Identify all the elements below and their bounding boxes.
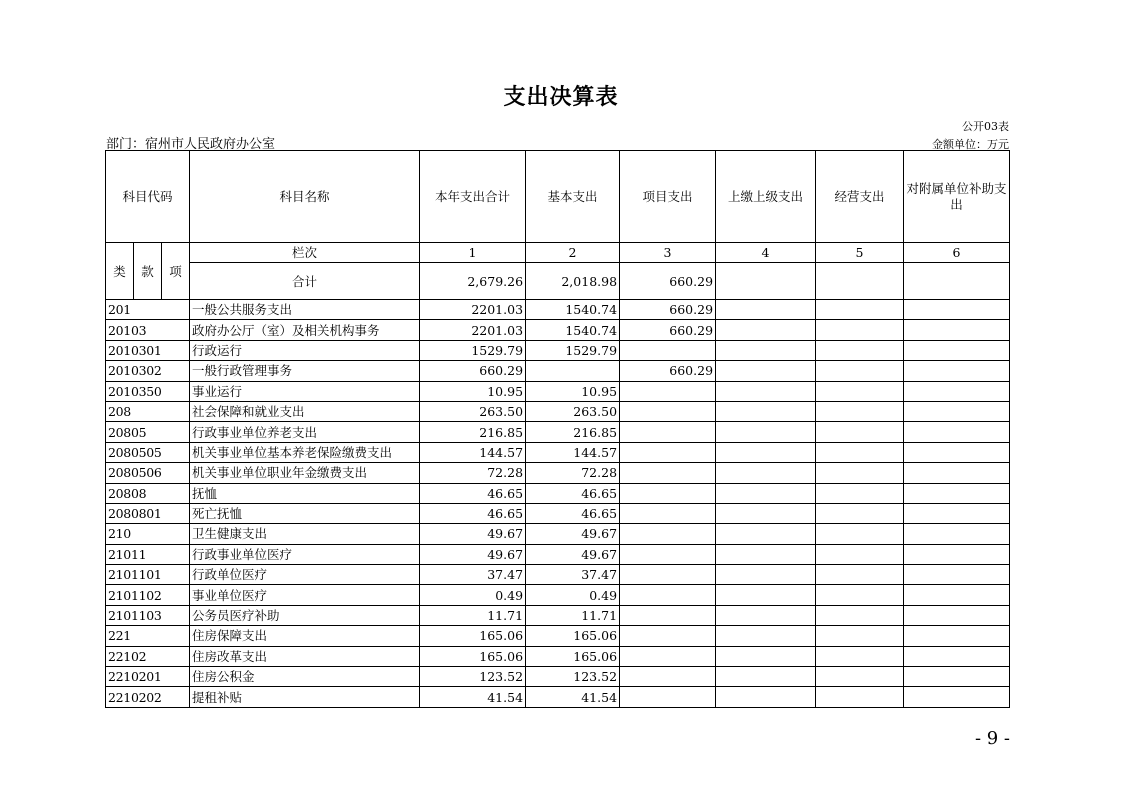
header-project: 项目支出: [620, 151, 716, 243]
row-total: 165.06: [420, 646, 526, 666]
column-index-2: 2: [526, 243, 620, 263]
row-code: 21011: [106, 544, 190, 564]
row-code: 2010302: [106, 361, 190, 381]
row-basic: 165.06: [526, 626, 620, 646]
row-project: [620, 503, 716, 523]
row-code: 2010301: [106, 340, 190, 360]
column-index-1: 1: [420, 243, 526, 263]
row-business: [816, 565, 904, 585]
row-name: 社会保障和就业支出: [190, 401, 420, 421]
table-row: [106, 381, 1010, 401]
row-name: 抚恤: [190, 483, 420, 503]
row-name: 事业运行: [190, 381, 420, 401]
header-basic: 基本支出: [526, 151, 620, 243]
row-total: 41.54: [420, 687, 526, 707]
row-subsidy: [904, 503, 1010, 523]
row-upper: [716, 667, 816, 687]
table-row: [106, 605, 1010, 625]
row-code: 2080801: [106, 503, 190, 523]
row-business: [816, 340, 904, 360]
row-project: [620, 687, 716, 707]
sum-upper: [716, 263, 816, 300]
row-total: 2201.03: [420, 300, 526, 320]
row-project: [620, 646, 716, 666]
row-basic: 10.95: [526, 381, 620, 401]
row-basic: 0.49: [526, 585, 620, 605]
table-row: [106, 422, 1010, 442]
row-total: 49.67: [420, 524, 526, 544]
row-code: 2080506: [106, 463, 190, 483]
row-project: [620, 565, 716, 585]
row-total: 11.71: [420, 605, 526, 625]
sum-business: [816, 263, 904, 300]
row-business: [816, 585, 904, 605]
row-business: [816, 300, 904, 320]
row-business: [816, 483, 904, 503]
row-project: [620, 605, 716, 625]
table-row: [106, 626, 1010, 646]
table-row: [106, 340, 1010, 360]
header-upper: 上缴上级支出: [716, 151, 816, 243]
page-title: 支出决算表: [503, 85, 619, 110]
table-row: [106, 667, 1010, 687]
row-total: 144.57: [420, 442, 526, 462]
header-row: [106, 151, 1010, 243]
row-total: 46.65: [420, 503, 526, 523]
row-subsidy: [904, 381, 1010, 401]
row-code: 2101103: [106, 605, 190, 625]
row-business: [816, 361, 904, 381]
row-name: 机关事业单位基本养老保险缴费支出: [190, 442, 420, 462]
row-subsidy: [904, 340, 1010, 360]
row-subsidy: [904, 442, 1010, 462]
sum-total: 2,679.26: [420, 263, 526, 300]
row-project: [620, 340, 716, 360]
table-row: [106, 524, 1010, 544]
row-total: 0.49: [420, 585, 526, 605]
row-subsidy: [904, 401, 1010, 421]
row-project: [620, 524, 716, 544]
row-total: 1529.79: [420, 340, 526, 360]
row-code: 2010350: [106, 381, 190, 401]
row-upper: [716, 524, 816, 544]
row-upper: [716, 626, 816, 646]
row-code: 2210201: [106, 667, 190, 687]
row-business: [816, 401, 904, 421]
sum-project: 660.29: [620, 263, 716, 300]
row-business: [816, 646, 904, 666]
row-project: [620, 544, 716, 564]
header-kuan: 款: [134, 243, 162, 300]
row-code: 2210202: [106, 687, 190, 707]
row-upper: [716, 605, 816, 625]
row-total: 37.47: [420, 565, 526, 585]
row-name: 住房公积金: [190, 667, 420, 687]
sum-basic: 2,018.98: [526, 263, 620, 300]
row-subsidy: [904, 422, 1010, 442]
row-basic: 216.85: [526, 422, 620, 442]
row-name: 死亡抚恤: [190, 503, 420, 523]
table-row: [106, 503, 1010, 523]
column-index-5: 5: [816, 243, 904, 263]
header-lanci: 栏次: [190, 243, 420, 263]
row-name: 住房保障支出: [190, 626, 420, 646]
row-basic: 46.65: [526, 483, 620, 503]
row-business: [816, 544, 904, 564]
row-basic: 263.50: [526, 401, 620, 421]
table-row: [106, 687, 1010, 707]
row-upper: [716, 483, 816, 503]
row-name: 一般公共服务支出: [190, 300, 420, 320]
row-project: 660.29: [620, 320, 716, 340]
row-basic: 11.71: [526, 605, 620, 625]
row-code: 210: [106, 524, 190, 544]
table-row: [106, 320, 1010, 340]
row-business: [816, 687, 904, 707]
row-total: 660.29: [420, 361, 526, 381]
row-subsidy: [904, 585, 1010, 605]
row-business: [816, 320, 904, 340]
row-basic: 49.67: [526, 524, 620, 544]
row-code: 221: [106, 626, 190, 646]
row-project: [620, 585, 716, 605]
header-xiang: 项: [162, 243, 190, 300]
row-code: 2101102: [106, 585, 190, 605]
row-subsidy: [904, 646, 1010, 666]
row-subsidy: [904, 605, 1010, 625]
row-basic: 123.52: [526, 667, 620, 687]
row-subsidy: [904, 565, 1010, 585]
table-row: [106, 442, 1010, 462]
row-upper: [716, 687, 816, 707]
row-subsidy: [904, 463, 1010, 483]
column-index-4: 4: [716, 243, 816, 263]
row-basic: 144.57: [526, 442, 620, 462]
table-row: [106, 544, 1010, 564]
row-total: 263.50: [420, 401, 526, 421]
row-name: 行政单位医疗: [190, 565, 420, 585]
sum-subsidy: [904, 263, 1010, 300]
row-name: 行政事业单位养老支出: [190, 422, 420, 442]
table-row: [106, 585, 1010, 605]
row-basic: 37.47: [526, 565, 620, 585]
table-row: [106, 300, 1010, 320]
row-subsidy: [904, 667, 1010, 687]
row-project: [620, 483, 716, 503]
row-upper: [716, 544, 816, 564]
row-upper: [716, 340, 816, 360]
sum-label: 合计: [190, 263, 420, 300]
row-total: 123.52: [420, 667, 526, 687]
row-project: [620, 626, 716, 646]
row-basic: 41.54: [526, 687, 620, 707]
row-code: 2080505: [106, 442, 190, 462]
expenditure-table: [105, 150, 1010, 708]
row-subsidy: [904, 687, 1010, 707]
row-code: 22102: [106, 646, 190, 666]
row-name: 提租补贴: [190, 687, 420, 707]
row-business: [816, 381, 904, 401]
row-subsidy: [904, 483, 1010, 503]
row-name: 行政事业单位医疗: [190, 544, 420, 564]
row-basic: 1529.79: [526, 340, 620, 360]
row-code: 2101101: [106, 565, 190, 585]
row-basic: 1540.74: [526, 320, 620, 340]
row-business: [816, 442, 904, 462]
row-total: 216.85: [420, 422, 526, 442]
row-subsidy: [904, 300, 1010, 320]
row-total: 10.95: [420, 381, 526, 401]
page-number: - 9 -: [974, 728, 1010, 749]
row-project: 660.29: [620, 361, 716, 381]
table-row: [106, 463, 1010, 483]
department-label: 部门：宿州市人民政府办公室: [106, 137, 276, 152]
row-business: [816, 667, 904, 687]
row-upper: [716, 442, 816, 462]
row-name: 住房改革支出: [190, 646, 420, 666]
header-subsidy: 对附属单位补助支出: [904, 151, 1010, 243]
header-name: 科目名称: [190, 151, 420, 243]
header-lei: 类: [106, 243, 134, 300]
row-name: 卫生健康支出: [190, 524, 420, 544]
header-code: 科目代码: [106, 151, 190, 243]
row-upper: [716, 401, 816, 421]
row-basic: [526, 361, 620, 381]
row-code: 201: [106, 300, 190, 320]
row-name: 公务员医疗补助: [190, 605, 420, 625]
header-business: 经营支出: [816, 151, 904, 243]
row-total: 49.67: [420, 544, 526, 564]
row-subsidy: [904, 544, 1010, 564]
row-upper: [716, 422, 816, 442]
row-business: [816, 463, 904, 483]
row-business: [816, 626, 904, 646]
row-upper: [716, 361, 816, 381]
row-total: 72.28: [420, 463, 526, 483]
row-business: [816, 605, 904, 625]
row-project: [620, 442, 716, 462]
table-row: [106, 646, 1010, 666]
row-total: 165.06: [420, 626, 526, 646]
row-project: [620, 463, 716, 483]
row-code: 208: [106, 401, 190, 421]
row-name: 政府办公厅（室）及相关机构事务: [190, 320, 420, 340]
row-name: 行政运行: [190, 340, 420, 360]
row-basic: 72.28: [526, 463, 620, 483]
row-upper: [716, 646, 816, 666]
column-index-6: 6: [904, 243, 1010, 263]
row-basic: 1540.74: [526, 300, 620, 320]
amount-unit-label: 金额单位：万元: [932, 138, 1009, 151]
row-code: 20103: [106, 320, 190, 340]
row-code: 20805: [106, 422, 190, 442]
table-row: [106, 483, 1010, 503]
header-total: 本年支出合计: [420, 151, 526, 243]
row-project: [620, 381, 716, 401]
row-upper: [716, 503, 816, 523]
row-basic: 46.65: [526, 503, 620, 523]
row-upper: [716, 381, 816, 401]
row-project: [620, 401, 716, 421]
row-project: [620, 667, 716, 687]
row-name: 机关事业单位职业年金缴费支出: [190, 463, 420, 483]
row-project: 660.29: [620, 300, 716, 320]
row-business: [816, 503, 904, 523]
row-upper: [716, 320, 816, 340]
row-project: [620, 422, 716, 442]
row-upper: [716, 300, 816, 320]
sum-row: [106, 263, 1010, 300]
table-row: [106, 361, 1010, 381]
row-total: 2201.03: [420, 320, 526, 340]
row-subsidy: [904, 626, 1010, 646]
row-total: 46.65: [420, 483, 526, 503]
row-basic: 165.06: [526, 646, 620, 666]
table-row: [106, 401, 1010, 421]
column-index-3: 3: [620, 243, 716, 263]
row-subsidy: [904, 524, 1010, 544]
row-upper: [716, 585, 816, 605]
row-code: 20808: [106, 483, 190, 503]
row-name: 事业单位医疗: [190, 585, 420, 605]
row-basic: 49.67: [526, 544, 620, 564]
row-name: 一般行政管理事务: [190, 361, 420, 381]
row-upper: [716, 565, 816, 585]
row-business: [816, 524, 904, 544]
row-subsidy: [904, 320, 1010, 340]
column-index-row: [106, 243, 1010, 263]
row-upper: [716, 463, 816, 483]
form-number: 公开03表: [962, 120, 1009, 133]
table-row: [106, 565, 1010, 585]
row-business: [816, 422, 904, 442]
row-subsidy: [904, 361, 1010, 381]
